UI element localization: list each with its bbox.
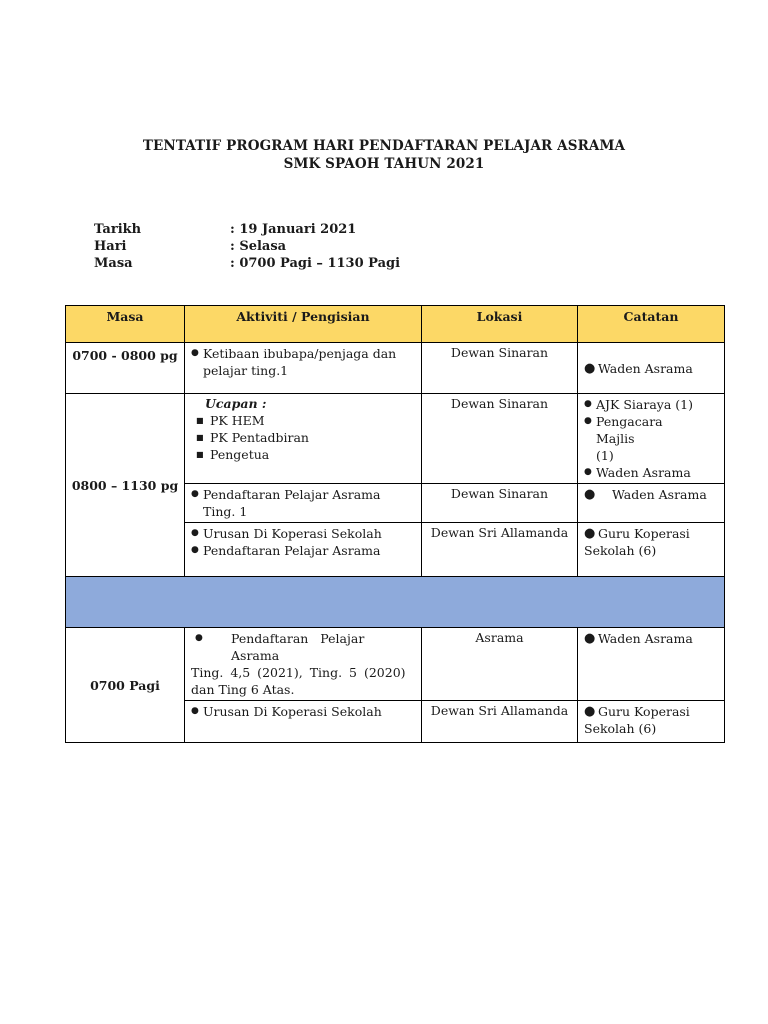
info-value: : Selasa	[230, 239, 287, 254]
activity-cell: ● Pendaftaran Pelajar Asrama Ting. 4,5 (2021), Ting. 5 (2020) dan Ting 6 Atas.	[185, 628, 422, 701]
note-cell: ● AJK Siaraya (1) ● Pengacara Majlis (1) ● Waden Asrama	[578, 394, 725, 484]
bullet-icon: ●	[191, 528, 199, 538]
activity-cell: ● Urusan Di Koperasi Sekolah ● Pendaftaran Pelajar Asrama	[185, 523, 422, 577]
note-cell: ● Guru Koperasi Sekolah (6)	[578, 701, 725, 743]
location-cell: Dewan Sri Allamanda	[422, 701, 578, 743]
info-value: : 19 Januari 2021	[230, 222, 357, 237]
bullet-icon: ●	[191, 706, 199, 716]
activity-cell: Ucapan : ■ PK HEM ■ PK Pentadbiran ■ Pengetua	[185, 394, 422, 484]
table-header-row	[66, 306, 725, 343]
table-row	[66, 628, 725, 701]
bullet-icon: ●	[584, 360, 596, 376]
bullet-icon: ●	[191, 545, 199, 555]
bullet-icon: ●	[195, 633, 203, 643]
masa-cell: 0700 - 0800 pg	[66, 343, 185, 394]
bullet-icon: ●	[191, 348, 199, 358]
schedule-table	[65, 305, 725, 743]
info-row-tarikh	[94, 222, 400, 239]
header-aktiviti: Aktiviti / Pengisian	[185, 306, 422, 343]
info-label: Hari	[94, 239, 127, 254]
bullet-icon: ●	[584, 704, 596, 719]
square-bullet-icon: ■	[196, 433, 204, 442]
info-label: Masa	[94, 256, 133, 271]
note-cell: ● Waden Asrama	[578, 628, 725, 701]
table-row	[66, 394, 725, 484]
activity-cell: ● Pendaftaran Pelajar Asrama Ting. 1	[185, 484, 422, 523]
bullet-icon: ●	[584, 467, 592, 477]
location-cell: Dewan Sinaran	[422, 343, 578, 394]
document-subtitle: SMK SPAOH TAHUN 2021	[283, 156, 485, 172]
document-title: TENTATIF PROGRAM HARI PENDAFTARAN PELAJAR ASRAMA	[142, 138, 626, 154]
activity-cell: ● Ketibaan ibubapa/penjaga dan pelajar ting.1	[185, 343, 422, 394]
note-cell: ● Waden Asrama	[578, 484, 725, 523]
activity-cell: ● Urusan Di Koperasi Sekolah	[185, 701, 422, 743]
separator-band	[66, 577, 725, 628]
bullet-icon: ●	[191, 489, 199, 499]
location-cell: Dewan Sri Allamanda	[422, 523, 578, 577]
note-cell: ● Guru Koperasi Sekolah (6)	[578, 523, 725, 577]
location-cell: Dewan Sinaran	[422, 394, 578, 484]
header-masa: Masa	[66, 306, 185, 343]
info-label: Tarikh	[94, 222, 142, 237]
info-row-hari	[94, 239, 400, 256]
bullet-icon: ●	[584, 416, 592, 426]
location-cell: Dewan Sinaran	[422, 484, 578, 523]
square-bullet-icon: ■	[196, 416, 204, 425]
header-catatan: Catatan	[578, 306, 725, 343]
bullet-icon: ●	[584, 631, 596, 646]
info-row-masa	[94, 256, 400, 273]
bullet-icon: ●	[584, 526, 596, 541]
table-row	[66, 343, 725, 394]
location-cell: Asrama	[422, 628, 578, 701]
info-block	[94, 222, 400, 273]
bullet-icon: ●	[584, 487, 596, 502]
square-bullet-icon: ■	[196, 450, 204, 459]
masa-cell: 0800 – 1130 pg	[66, 394, 185, 577]
note-cell: ● Waden Asrama	[578, 343, 725, 394]
bullet-icon: ●	[584, 399, 592, 409]
masa-cell: 0700 Pagi	[66, 628, 185, 743]
info-value: : 0700 Pagi – 1130 Pagi	[230, 256, 401, 271]
ucapan-heading: Ucapan :	[205, 396, 267, 411]
header-lokasi: Lokasi	[422, 306, 578, 343]
